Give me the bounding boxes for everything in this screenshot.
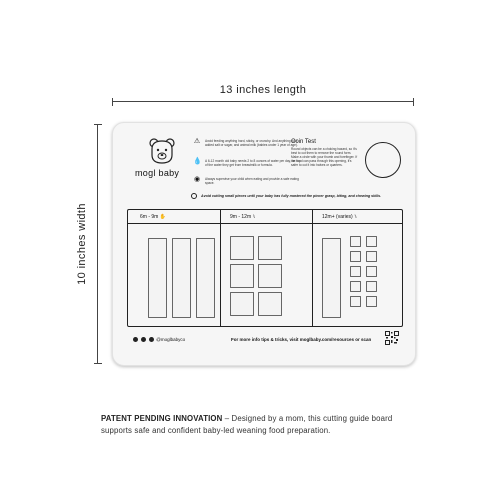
cut-small-square [350,266,361,277]
cut-small-square [366,251,377,262]
width-dimension-label: 10 inches width [76,203,88,285]
qr-code-icon [385,331,399,345]
eye-icon: ◉ [193,176,201,183]
cutting-grid [127,209,403,327]
cut-square [230,292,254,316]
column-divider [220,210,221,326]
water-drop-icon: 💧 [193,158,202,165]
cut-square [258,236,282,260]
column-label-9-12m: 9m - 12m ⑊ [230,214,256,220]
caption-heading: PATENT PENDING INNOVATION [101,414,223,423]
width-dimension-line [97,124,98,364]
tip-text-1: Avoid feeding anything hard, sticky, or crunchy. And anything with added salt or sugar, and animal milk (babies under 1 year of age). [205,139,298,147]
coin-test-title: Coin Test [291,139,316,145]
column-label-12m-plus: 12m+ (varies) ⑊ [322,214,358,220]
grid-header [128,210,402,224]
cut-square [258,264,282,288]
cut-small-square [366,281,377,292]
caption-text: – Designed by a mom, this cutting guide board supports safe and confident baby-led weaning food preparation. [101,414,393,435]
instagram-icon [141,337,146,342]
utensils-icon: ⑊ [252,214,256,220]
cut-small-square [366,236,377,247]
cut-small-square [366,266,377,277]
cut-square [258,292,282,316]
cutting-guide-board [112,122,416,366]
utensils-icon: ⑊ [354,214,358,220]
social-handle: @moglbabyco [156,337,186,342]
column-label-6-9m: 6m - 9m ✋ [140,214,166,220]
warning-text: Avoid cutting small pieces until your baby has fully mastered the pincer grasp, biting, and chewing skills. [201,194,382,198]
coin-test-circle [365,142,401,178]
cut-strip [172,238,191,318]
cut-square [230,264,254,288]
bear-logo-icon [147,137,177,165]
product-caption [101,413,421,437]
coin-test-text: Round objects can be a choking hazard, so it's best to cut them to remove the round form. Make a circle with your thumb and forefinger. If the food can pass through this opening, it's safer to cut it into halves or quarters. [291,147,358,167]
footer-tip-text: For more info tips & tricks, visit moglbaby.com/resources or scan [231,337,372,342]
cut-square [230,236,254,260]
cut-strip [148,238,167,318]
hand-icon: ✋ [159,214,166,220]
facebook-icon [133,337,138,342]
cut-small-square [350,281,361,292]
cut-small-square [350,296,361,307]
social-handles [133,337,185,342]
tip-text-3: Always supervise your child when eating and provide a safe eating space. [205,177,299,185]
cut-small-square [350,251,361,262]
length-dimension-label: 13 inches length [219,84,307,96]
column-divider [312,210,313,326]
length-dimension-line [112,101,414,102]
no-symbol-icon [191,193,197,199]
cut-strip [196,238,215,318]
cut-small-square [366,296,377,307]
brand-name: mogl baby [135,168,180,178]
cut-strip [322,238,341,318]
warning-triangle-icon: ⚠ [193,138,201,145]
cut-small-square [350,236,361,247]
tip-text-2: A 6-12 month old baby needs 2 to 8 ounces of water per day, on top of the water they get from breastmilk or formula. [205,159,301,167]
pinterest-icon [149,337,154,342]
